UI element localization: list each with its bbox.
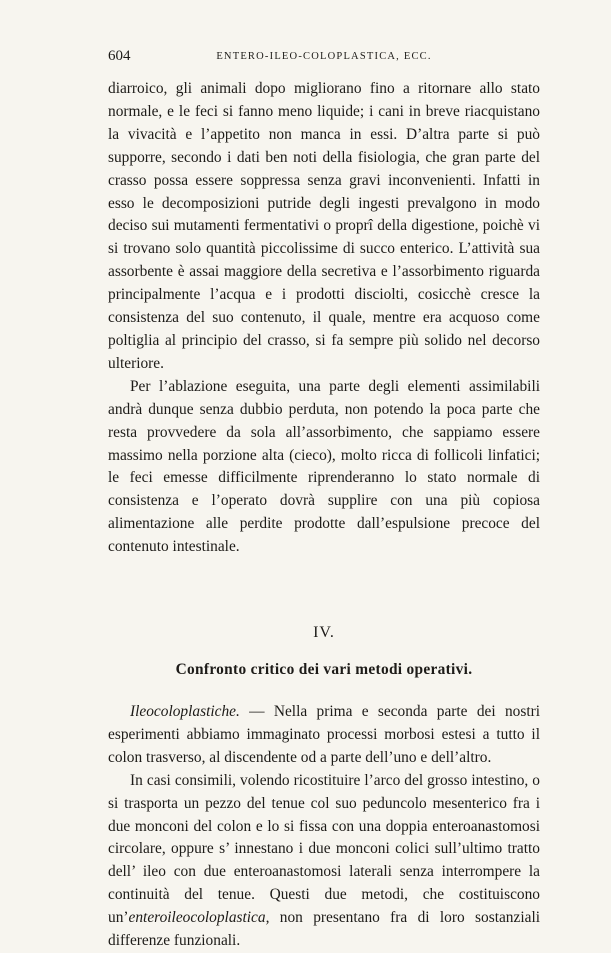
paragraph-lead-term: Ileocoloplastiche. xyxy=(130,703,240,721)
page-body xyxy=(108,78,540,953)
paragraph-text-after: non presentano fra di loro sostanziali differenze funzionali. xyxy=(108,909,540,950)
paragraph-casi-consimili xyxy=(108,770,540,953)
paragraph-ablation: Per l’ablazione eseguita, una parte degli elementi assimilabili andrà dunque senza dubbio perduta, non potendo la poca parte che resta provvedere da sola all’assorbimento, che sappiamo essere massimo nella porzione alta (cieco), molto ricca di follicoli linfatici; le feci emesse difficilmente riprenderanno lo stato normale di consistenza e l’operato dovrà supplire con una più copiosa alimentazione alle perdite prodotte dall’espulsione precoce del contenuto intestinale. xyxy=(108,377,540,556)
page-number: 604 xyxy=(108,48,131,64)
paragraph-text-before: In casi consimili, volendo ricostituire l’arco del grosso intestino, o si trasporta un pezzo del tenue col suo peduncolo mesenterico fra i due monconi del colon e lo si fissa con una doppia enteroanastomosi circolare, oppure s’ innestano i due monconi colici sull’ultimo tratto dell’ ileo con due enteroanastomosi laterali senza interrompere la continuità del tenue. Questi due metodi, che costituiscono un’ xyxy=(108,771,540,927)
paragraph-continued: diarroico, gli animali dopo migliorano fino a ritornare allo stato normale, e le feci si fanno meno liquide; i cani in breve riacquistano la vivacità e l’appetito non manca in essi. D’altra parte si può supporre, secondo i dati ben noti della fisiologia, che gran parte del crasso possa essere soppressa senza gravi inconvenienti. Infatti in esso le decomposizioni putride degli ingesti prevalgono in modo deciso sui mutamenti fermentativi o proprî della digestione, poichè vi si trovano solo quantità piccolissime di succo enterico. L’attività sua assorbente è assai maggiore della secretiva e l’assorbimento riguarda principalmente l’acqua e i prodotti disciolti, cosicchè cresce la consistenza del suo contenuto, il quale, mentre era acquoso come poltiglia al principio del crasso, si fa sempre più solido nel decorso ulteriore. xyxy=(108,80,540,372)
italic-term: enteroileocoloplastica, xyxy=(128,909,270,927)
section-number: IV. xyxy=(313,624,335,642)
paragraph-text: — Nella prima e seconda parte dei nostri esperimenti abbiamo immaginato processi morbosi estesi a tutto il colon trasverso, al discendente od a parte dell’uno e dell’altro. xyxy=(108,703,540,766)
section-title: Confronto critico dei vari metodi operativi. xyxy=(175,661,473,679)
running-header xyxy=(108,48,540,68)
running-title: ENTERO-ILEO-COLOPLASTICA, ECC. xyxy=(216,51,432,62)
paragraph-ileocoloplastiche xyxy=(108,701,540,770)
